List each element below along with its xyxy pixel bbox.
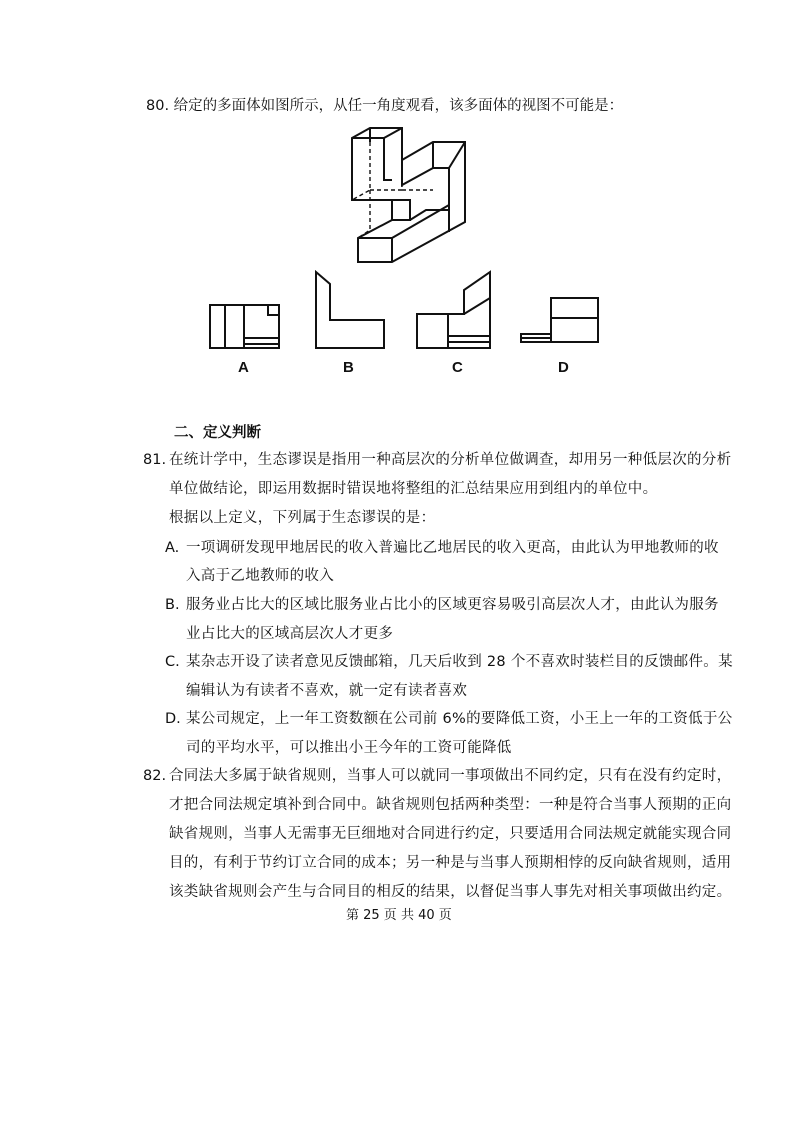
- option-c-line-2: 编辑认为有读者不喜欢，就一定有读者喜欢: [186, 683, 468, 699]
- polyhedron-figure: [340, 120, 480, 270]
- section-title: 二、定义判断: [174, 425, 261, 441]
- question-81-number: 81.: [143, 452, 167, 468]
- option-a-label: A: [238, 359, 249, 376]
- option-d-label: D: [558, 359, 569, 376]
- option-a-line-1: 一项调研发现甲地居民的收入普遍比乙地居民的收入更高，由此认为甲地教师的收: [186, 540, 719, 556]
- option-b-label: B: [343, 359, 354, 376]
- page-footer: 第 25 页 共 40 页: [346, 908, 452, 923]
- option-b-view: [312, 270, 388, 352]
- question-80-stem: 80. 给定的多面体如图所示，从任一角度观看，该多面体的视图不可能是：: [146, 98, 624, 114]
- option-c-view: [414, 270, 494, 352]
- option-c-label: C: [452, 359, 463, 376]
- question-82-line-5: 该类缺省规则会产生与合同目的相反的结果，以督促当事人事先对相关事项做出约定。: [169, 884, 732, 900]
- option-b-line-1: 服务业占比大的区域比服务业占比小的区域更容易吸引高层次人才，由此认为服务: [186, 597, 719, 613]
- question-81-prompt: 根据以上定义，下列属于生态谬误的是：: [169, 510, 436, 526]
- question-81-stem-line-1: 在统计学中，生态谬误是指用一种高层次的分析单位做调查，却用另一种低层次的分析: [169, 452, 732, 468]
- question-82-line-4: 目的，有利于节约订立合同的成本；另一种是与当事人预期相悖的反向缺省规则，适用: [169, 855, 732, 871]
- option-d-line-2: 司的平均水平，可以推出小王今年的工资可能降低: [186, 740, 512, 756]
- option-d-view: [518, 296, 602, 346]
- option-c-letter: C.: [165, 654, 180, 670]
- question-82-line-2: 才把合同法规定填补到合同中。缺省规则包括两种类型：一种是符合当事人预期的正向: [169, 797, 732, 813]
- question-82-line-3: 缺省规则，当事人无需事无巨细地对合同进行约定，只要适用合同法规定就能实现合同: [169, 826, 732, 842]
- option-b-line-2: 业占比大的区域高层次人才更多: [186, 626, 394, 642]
- question-81-stem-line-2: 单位做结论，即运用数据时错误地将整组的汇总结果应用到组内的单位中。: [169, 481, 658, 497]
- option-a-line-2: 入高于乙地教师的收入: [186, 568, 334, 584]
- option-c-line-1: 某杂志开设了读者意见反馈邮箱，几天后收到 28 个不喜欢时装栏目的反馈邮件。某: [186, 654, 733, 670]
- option-d-letter: D.: [165, 711, 181, 727]
- question-82-number: 82.: [143, 768, 167, 784]
- option-a-letter: A.: [165, 540, 180, 556]
- option-a-view: [208, 303, 282, 353]
- option-d-line-1: 某公司规定，上一年工资数额在公司前 6%的要降低工资，小王上一年的工资低于公: [186, 711, 733, 727]
- option-b-letter: B.: [165, 597, 180, 613]
- question-82-line-1: 合同法大多属于缺省规则，当事人可以就同一事项做出不同约定，只有在没有约定时，: [169, 768, 732, 784]
